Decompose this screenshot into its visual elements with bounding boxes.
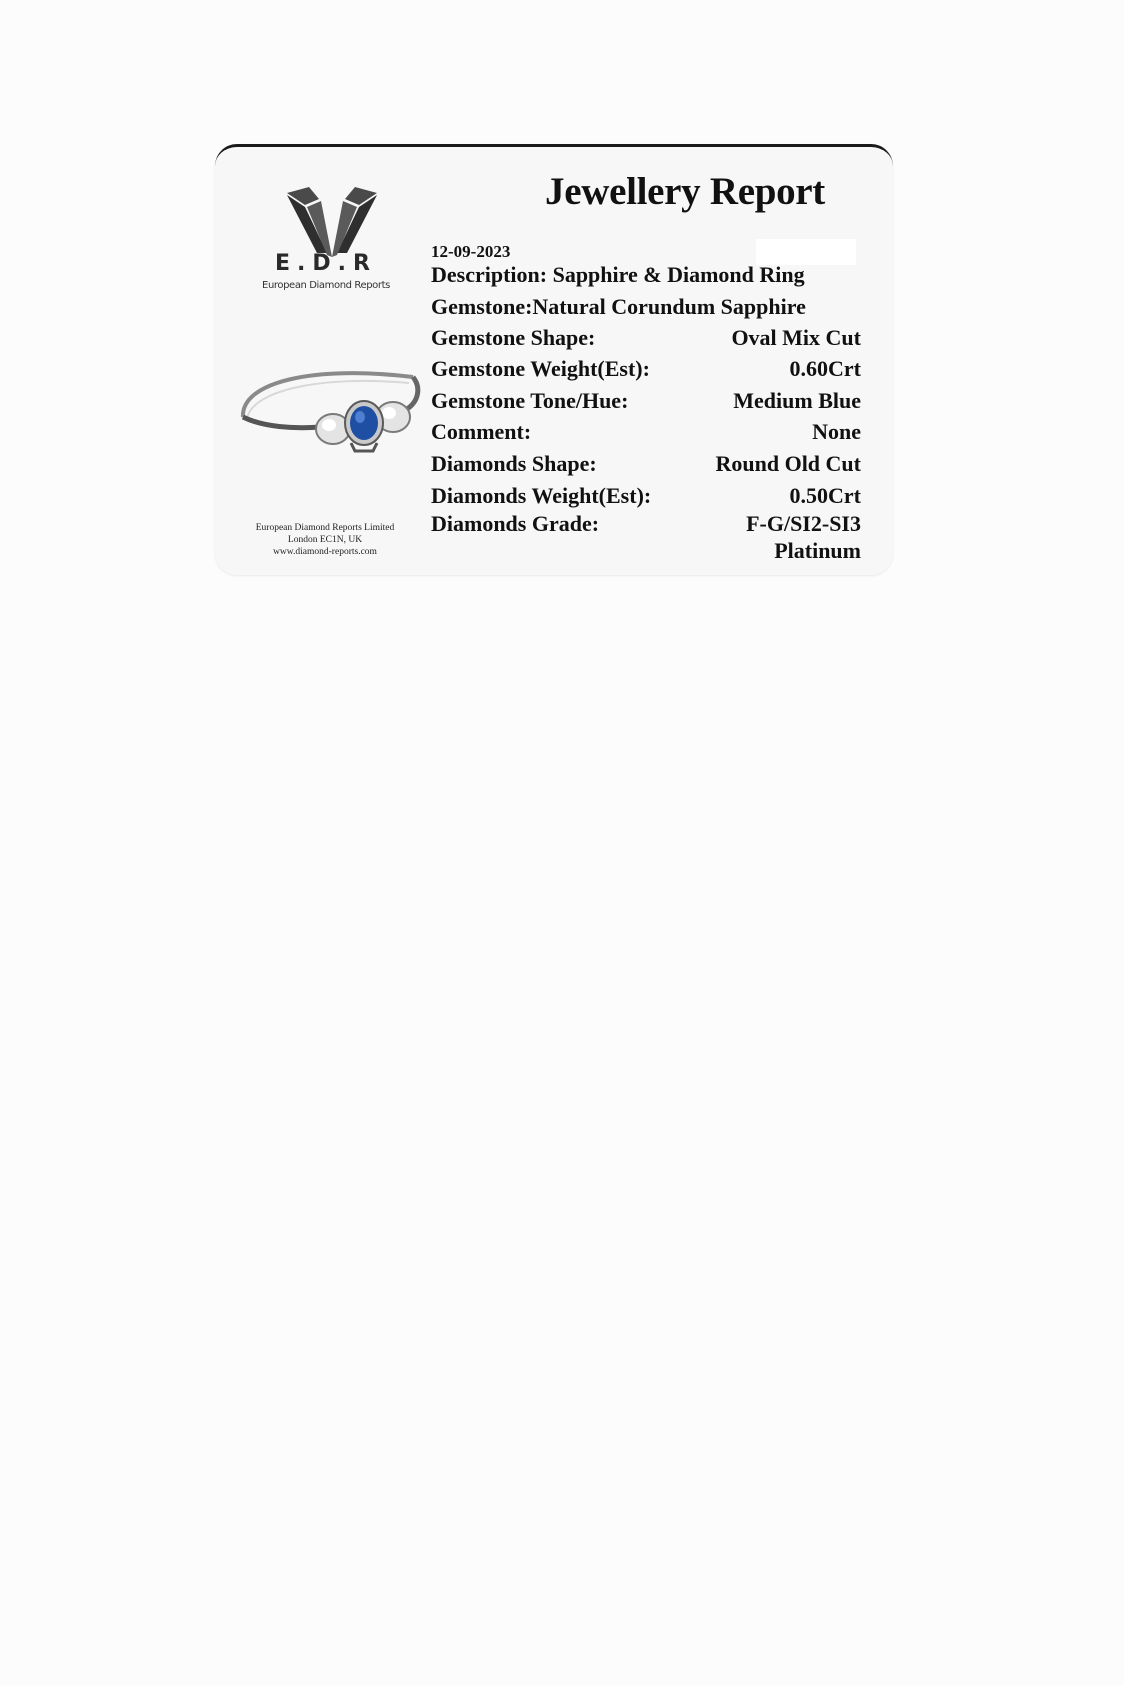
jewellery-report-card <box>215 144 893 575</box>
metal-row <box>431 537 861 565</box>
report-title: Jewellery Report <box>545 170 825 213</box>
metal-value: Platinum <box>774 538 861 563</box>
field-value: 0.50Crt <box>789 483 861 508</box>
field-row <box>431 418 861 446</box>
ring-photo <box>233 347 429 472</box>
field-value: 0.60Crt <box>789 356 861 381</box>
field-row <box>431 510 861 538</box>
field-row <box>431 355 861 383</box>
company-website: www.diamond-reports.com <box>273 547 377 557</box>
field-row <box>431 482 861 510</box>
field-value: Round Old Cut <box>715 451 861 476</box>
field-row <box>431 324 861 352</box>
field-row <box>431 450 861 478</box>
field-row <box>431 387 861 415</box>
field-label: Gemstone Weight(Est): <box>431 356 650 381</box>
field-label: Diamonds Grade: <box>431 511 600 536</box>
report-date: 12-09-2023 <box>431 242 511 261</box>
field-value: Medium Blue <box>733 388 861 413</box>
company-name: European Diamond Reports Limited <box>255 523 395 533</box>
field-value: F-G/SI2-SI3 <box>746 511 861 536</box>
sapphire-stone <box>350 406 378 440</box>
brand-subtitle: European Diamond Reports <box>262 280 390 291</box>
field-value: None <box>812 419 861 444</box>
field-label: Diamonds Shape: <box>431 451 597 476</box>
diamond-logo-icon <box>272 187 392 259</box>
brand-letters: E.D.R <box>275 251 377 276</box>
field-label: Gemstone Tone/Hue: <box>431 388 629 413</box>
field-label: Diamonds Weight(Est): <box>431 483 652 508</box>
gemstone-row <box>431 293 861 321</box>
description-text: Description: Sapphire & Diamond Ring <box>431 262 805 287</box>
field-value: Oval Mix Cut <box>731 325 861 350</box>
field-label: Comment: <box>431 419 532 444</box>
company-address: London EC1N, UK <box>287 535 363 545</box>
description-row <box>431 261 861 289</box>
company-info <box>235 522 415 558</box>
gemstone-text: Gemstone:Natural Corundum Sapphire <box>431 294 806 319</box>
field-label: Gemstone Shape: <box>431 325 596 350</box>
